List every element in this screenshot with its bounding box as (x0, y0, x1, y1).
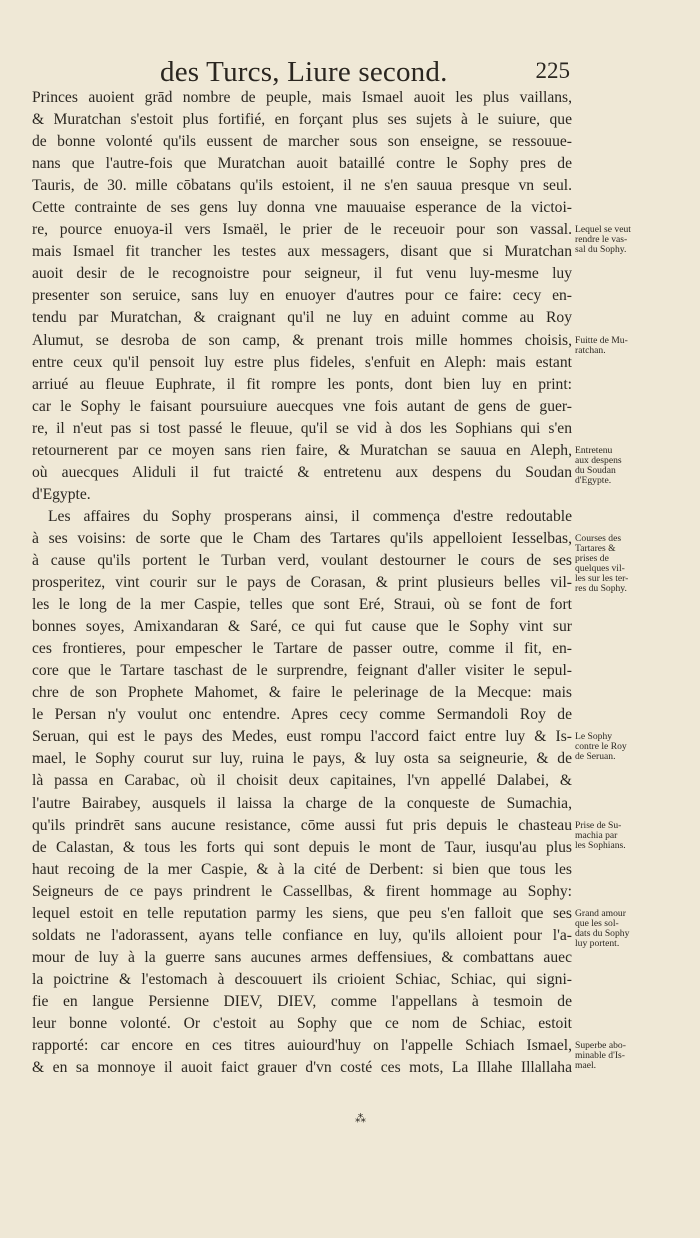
text-line: leur bonne volonté. Or c'estoit au Sophy que ce nom de Schiac, estoit (32, 1014, 572, 1032)
margin-note-line: Courses des (575, 533, 622, 544)
text-line: Tauris, de 30. mille cōbatans qu'ils estoient, il ne s'en sauua presque vn seul. (32, 177, 572, 195)
text-line: re, il n'eut pas si tost passé le fleuue, qu'il se vid à dos les Sophians qui s'en (32, 419, 572, 437)
margin-note-line: de Seruan. (575, 751, 616, 763)
margin-note (575, 909, 695, 949)
margin-note (575, 1041, 695, 1071)
page-number: 225 (535, 58, 570, 83)
footer-ornament: ⁂ (355, 1113, 366, 1125)
text-line: Seruan, qui est le pays des Medes, eust rompu l'accord faict entre luy & Is- (32, 728, 572, 746)
text-line: le Persan n'y voulut onc entendre. Apres cecy comme Sermandoli Roy de (32, 706, 572, 724)
margin-note-line: Grand amour (575, 907, 626, 919)
text-line: mour de luy à la guerre sans aucunes armes deffensiues, & combattans auec (32, 948, 572, 966)
margin-note-line: contre le Roy (575, 741, 627, 753)
text-line: fie en langue Persienne DIEV, DIEV, comme l'appellans à tesmoin de (32, 992, 572, 1010)
body-text (32, 87, 572, 1079)
text-line: chre de son Prophete Mahomet, & faire le pelerinage de la Mecque: mais (32, 684, 572, 702)
text-line: tendu par Muratchan, & craignant qu'il ne luy en aduint comme au Roy (32, 309, 572, 327)
text-line: d'Egypte. (32, 485, 91, 503)
text-line: la poictrine & l'estomach à descouuert ils crioient Schiac, Schiac, qui signi- (32, 970, 572, 988)
margin-note (575, 225, 695, 255)
margin-note-line: mael. (575, 1060, 597, 1072)
margin-note-line: Prise de Su- (575, 819, 622, 831)
text-line: nans que l'autre-fois que Muratchan auoit bataillé contre le Sophy pres de (32, 155, 572, 173)
text-line: qu'ils prindrēt sans aucune resistance, cōme aussi fut pris depuis le chasteau (32, 816, 572, 834)
text-line: les le long de la mer Caspie, telles que sont Eré, Straui, où se font de fort (32, 596, 572, 614)
margin-note-line: d'Egypte. (575, 474, 612, 486)
margin-note-line: luy portent. (575, 937, 620, 949)
text-line: haut recoing de la mer Caspie, & à la cité de Derbent: si bien que tous les (32, 860, 572, 878)
text-line: & Muratchan s'estoit plus fortifié, en forçant plus ses sujets à le suiure, que (32, 111, 572, 129)
running-title: des Turcs, Liure second. (160, 56, 448, 88)
text-line: rapporté: car encore en ces titres auiourd'huy on l'appelle Schiach Ismael, (32, 1037, 572, 1055)
margin-note-line: minable d'Is- (575, 1050, 625, 1062)
margin-note-line: du Soudan (575, 464, 616, 476)
margin-note-line: ratchan. (575, 344, 606, 356)
text-line: de bonne volonté qu'ils eussent de marcher sous son enseigne, se ressouue- (32, 133, 572, 151)
margin-note-line: machia par (575, 829, 618, 841)
margin-note-line: dats du Sophy (575, 927, 630, 939)
text-line: à ses voisins: de sorte que le Cham des Tartares qu'ils appelloient Iesselbas, (32, 529, 572, 547)
margin-note-line: les Sophians. (575, 839, 626, 851)
margin-note (575, 336, 695, 356)
text-line: car le Sophy le faisant poursuiure auecques vne fois autant de gens de guer- (32, 397, 572, 415)
text-line: mais Ismael fit trancher les testes aux messagers, disant que si Muratchan (32, 243, 572, 261)
margin-note-line: que les sol- (575, 917, 619, 929)
text-line: retournerent par ce moyen sans rien faire, & Muratchan se sauua en Aleph, (32, 441, 572, 459)
margin-note-line: prises de (575, 553, 609, 564)
margin-note-line: Superbe abo- (575, 1040, 626, 1052)
text-line: bonnes soyes, Amixandaran & Saré, ce qui fut cause que le Sophy vint sur (32, 618, 572, 636)
text-line: re, pource enuoya-il vers Ismaël, le prier de le receuoir pour son vassal. (32, 221, 572, 239)
text-line: là passa en Carabac, où il choisit deux capitaines, l'vn appellé Dalabei, & (32, 772, 572, 790)
margin-note-line: Tartares & (575, 543, 616, 554)
margin-note-line: rendre le vas- (575, 234, 628, 246)
margin-note-line: res du Sophy. (575, 583, 627, 594)
text-line: auoit desir de le recognoistre pour seigneur, il fut venu luy-mesme luy (32, 265, 572, 283)
text-line: Seigneurs de ce pays prindrent le Cassellbas, & firent hommage au Sophy: (32, 882, 572, 900)
margin-note-line: les sur les ter- (575, 573, 629, 584)
text-line: prosperitez, vint courir sur le pays de Corasan, & print plusieurs belles vil- (32, 574, 572, 592)
margin-note-line: Lequel se veut (575, 224, 631, 236)
margin-note-line: sal du Sophy. (575, 244, 627, 256)
text-line: Princes auoient grād nombre de peuple, mais Ismael auoit les plus vaillans, (32, 89, 572, 106)
margin-note-line: quelques vil- (575, 563, 625, 574)
margin-note (575, 732, 695, 762)
margin-note (575, 534, 695, 594)
text-line: entre ceux qu'il pensoit luy estre plus fideles, s'enfuit en Aleph: mais estant (32, 353, 572, 371)
text-line: l'autre Bairabey, ausquels il laissa la charge de la conqueste de Sumachia, (32, 794, 572, 812)
text-line: core que le Tartare taschast de le surprendre, feignant d'aller visiter le sepul- (32, 662, 572, 680)
margin-note (575, 821, 695, 851)
text-line: mael, le Sophy courut sur luy, ruina le pays, & luy osta sa seigneurie, & de (32, 750, 572, 768)
margin-note-line: aux despens (575, 454, 622, 466)
text-line: à cause qu'ils portent le Turban verd, voulant destourner le cours de ses (32, 551, 572, 569)
margin-note-line: Entretenu (575, 444, 613, 456)
text-line: arriué au fleuue Euphrate, il fit rompre les ponts, dont bien luy en print: (32, 375, 572, 393)
text-line: soldats ne l'adorassent, ayans telle confiance en luy, qu'ils alloient pour l'a- (32, 926, 572, 944)
text-line: de Calastan, & tous les forts qui sont depuis le mont de Taur, iusqu'au plus (32, 838, 572, 856)
text-line: presenter son seruice, sans luy en enuoyer d'autres pour ce faire: cecy en- (32, 287, 572, 305)
text-line: Les affaires du Sophy prosperans ainsi, il commença d'estre redoutable (48, 507, 572, 525)
text-line: lequel estoit en telle reputation parmy les siens, que peu s'en falloit que ses (32, 904, 572, 922)
margin-note (575, 446, 695, 486)
text-line: Alumut, se desroba de son camp, & prenant trois mille hommes choisis, (32, 331, 572, 349)
margin-note-line: Le Sophy (575, 731, 613, 743)
text-line: Cette contrainte de ses gens luy donna vne mauuaise esperance de la victoi- (32, 199, 572, 217)
text-line: & en sa monnoye il auoit faict grauer d'vn costé ces mots, La Illahe Illallaha (32, 1059, 572, 1077)
margin-note-line: Fuitte de Mu- (575, 334, 628, 346)
text-line: où auecques Aliduli il fut traicté & entretenu aux despens du Soudan (32, 463, 572, 481)
text-line: ces frontieres, pour empescher le Tartare de passer outre, comme il fit, en- (32, 640, 572, 658)
